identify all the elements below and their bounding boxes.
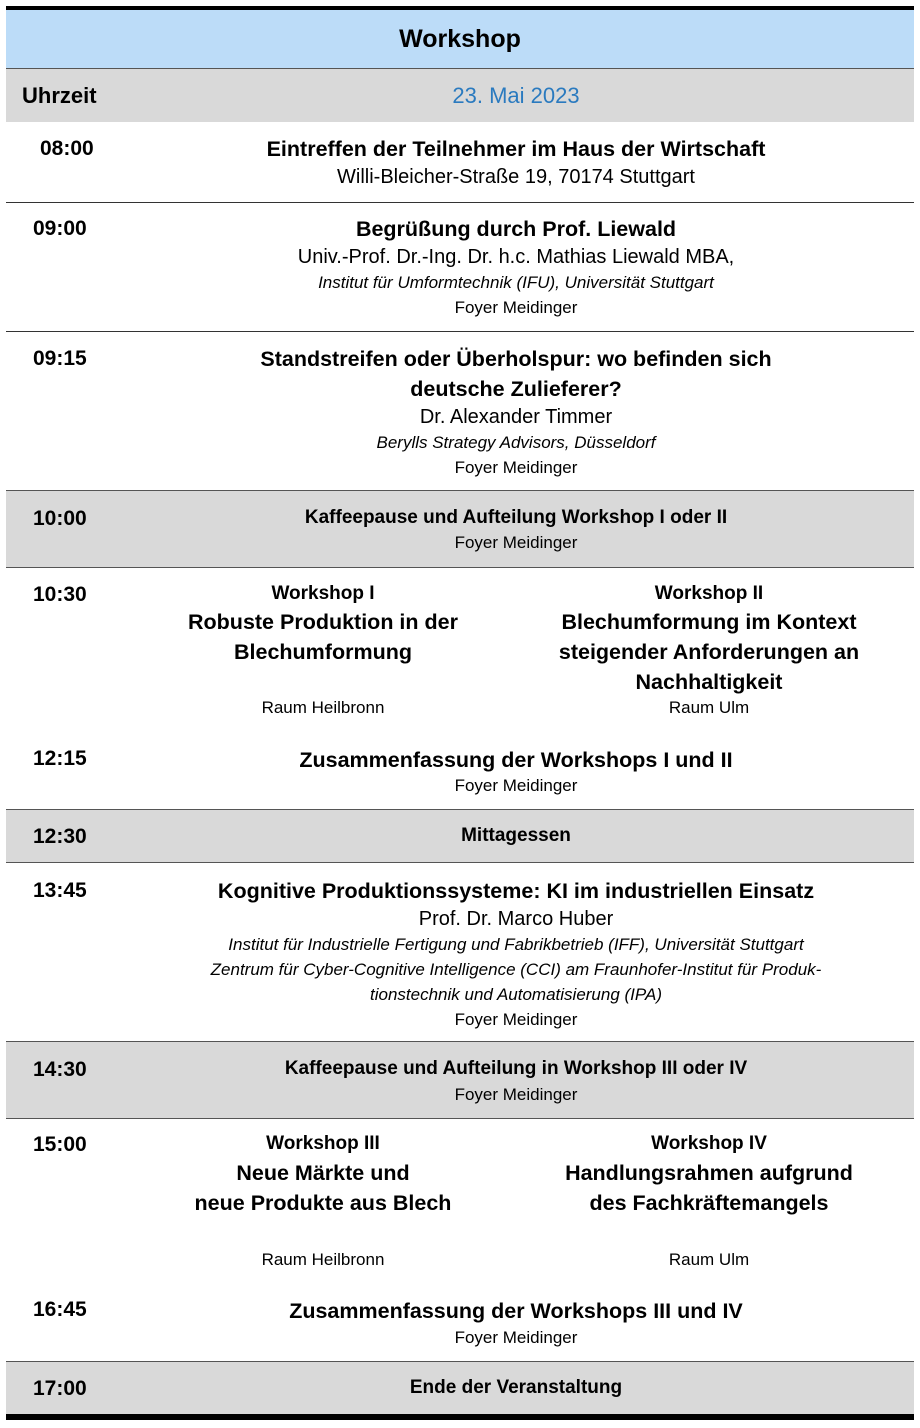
row-location: Foyer Meidinger bbox=[454, 776, 578, 795]
row-institution-3: tionstechnik und Automatisierung (IPA) bbox=[370, 985, 662, 1004]
row-time: 09:00 bbox=[33, 217, 87, 240]
row-title-line-2: deutsche Zulieferer? bbox=[410, 377, 622, 401]
workshop-3-title-line-1: Neue Märkte und bbox=[236, 1161, 410, 1185]
row-time: 09:15 bbox=[33, 347, 87, 370]
row-time: 13:45 bbox=[33, 879, 87, 902]
row-time: 15:00 bbox=[33, 1133, 87, 1156]
row-time: 14:30 bbox=[33, 1058, 87, 1081]
workshop-1-title-line-1: Robuste Produktion in der bbox=[188, 610, 458, 634]
workshop-1-label: Workshop I bbox=[271, 583, 375, 604]
row-title-line-1: Standstreifen oder Überholspur: wo befinden sich bbox=[260, 347, 772, 371]
row-title: Zusammenfassung der Workshops III und IV bbox=[289, 1299, 743, 1323]
column-header-row bbox=[6, 68, 914, 122]
workshop-2-title-line-1: Blechumformung im Kontext bbox=[561, 610, 857, 634]
row-institution-2: Zentrum für Cyber-Cognitive Intelligence (CCI) am Fraunhofer-Institut für Produk- bbox=[210, 960, 822, 979]
date-column-header: 23. Mai 2023 bbox=[452, 83, 580, 108]
row-time: 10:30 bbox=[33, 583, 87, 606]
row-location: Foyer Meidinger bbox=[454, 533, 578, 552]
workshop-4-title-line-1: Handlungsrahmen aufgrund bbox=[565, 1161, 853, 1185]
row-title: Eintreffen der Teilnehmer im Haus der Wirtschaft bbox=[266, 137, 766, 161]
row-location: Foyer Meidinger bbox=[454, 1328, 578, 1347]
workshop-2-title-line-3: Nachhaltigkeit bbox=[635, 670, 783, 694]
row-institution: Berylls Strategy Advisors, Düsseldorf bbox=[376, 433, 656, 452]
row-title: Kaffeepause und Aufteilung in Workshop III oder IV bbox=[284, 1058, 748, 1079]
row-location: Foyer Meidinger bbox=[454, 1085, 578, 1104]
row-title: Begrüßung durch Prof. Liewald bbox=[355, 217, 677, 241]
row-title: Zusammenfassung der Workshops I und II bbox=[299, 748, 733, 772]
workshop-2-title-line-2: steigender Anforderungen an bbox=[558, 640, 860, 664]
row-title: Ende der Veranstaltung bbox=[409, 1377, 623, 1398]
workshop-2-label: Workshop II bbox=[654, 583, 764, 604]
row-location: Foyer Meidinger bbox=[454, 1010, 578, 1029]
workshop-4-title-line-2: des Fachkräftemangels bbox=[589, 1191, 829, 1215]
bottom-rule bbox=[6, 1414, 914, 1420]
row-location: Foyer Meidinger bbox=[454, 458, 578, 477]
workshop-4-label: Workshop IV bbox=[651, 1133, 767, 1154]
row-title: Mittagessen bbox=[461, 825, 571, 846]
row-title: Kognitive Produktionssysteme: KI im industriellen Einsatz bbox=[217, 879, 815, 903]
time-column-header: Uhrzeit bbox=[22, 83, 97, 108]
row-institution-1: Institut für Industrielle Fertigung und Fabrikbetrieb (IFF), Universität Stuttgart bbox=[228, 935, 804, 954]
row-time: 10:00 bbox=[33, 507, 87, 530]
row-location: Foyer Meidinger bbox=[454, 298, 578, 317]
row-speaker: Prof. Dr. Marco Huber bbox=[418, 908, 614, 930]
workshop-3-label: Workshop III bbox=[266, 1133, 380, 1154]
row-time: 12:30 bbox=[33, 825, 87, 848]
row-time: 08:00 bbox=[40, 137, 94, 160]
workshop-2-room: Raum Ulm bbox=[668, 698, 750, 717]
workshop-3-title-line-2: neue Produkte aus Blech bbox=[194, 1191, 452, 1215]
workshop-1-title-line-2: Blechumformung bbox=[234, 640, 412, 664]
row-time: 16:45 bbox=[33, 1298, 87, 1321]
row-divider bbox=[6, 202, 914, 203]
row-speaker: Dr. Alexander Timmer bbox=[419, 406, 613, 428]
agenda-table bbox=[6, 6, 914, 1420]
row-speaker: Univ.-Prof. Dr.-Ing. Dr. h.c. Mathias Liewald MBA, bbox=[297, 246, 735, 268]
row-time: 12:15 bbox=[33, 747, 87, 770]
row-time: 17:00 bbox=[33, 1377, 87, 1400]
row-address: Willi-Bleicher-Straße 19, 70174 Stuttgart bbox=[337, 166, 695, 188]
row-title: Kaffeepause und Aufteilung Workshop I oder II bbox=[304, 507, 728, 528]
workshop-1-room: Raum Heilbronn bbox=[261, 698, 385, 717]
row-divider bbox=[6, 331, 914, 332]
table-title: Workshop bbox=[6, 10, 914, 68]
workshop-4-room: Raum Ulm bbox=[668, 1250, 750, 1269]
workshop-3-room: Raum Heilbronn bbox=[261, 1250, 385, 1269]
row-institution: Institut für Umformtechnik (IFU), Universität Stuttgart bbox=[318, 273, 714, 292]
